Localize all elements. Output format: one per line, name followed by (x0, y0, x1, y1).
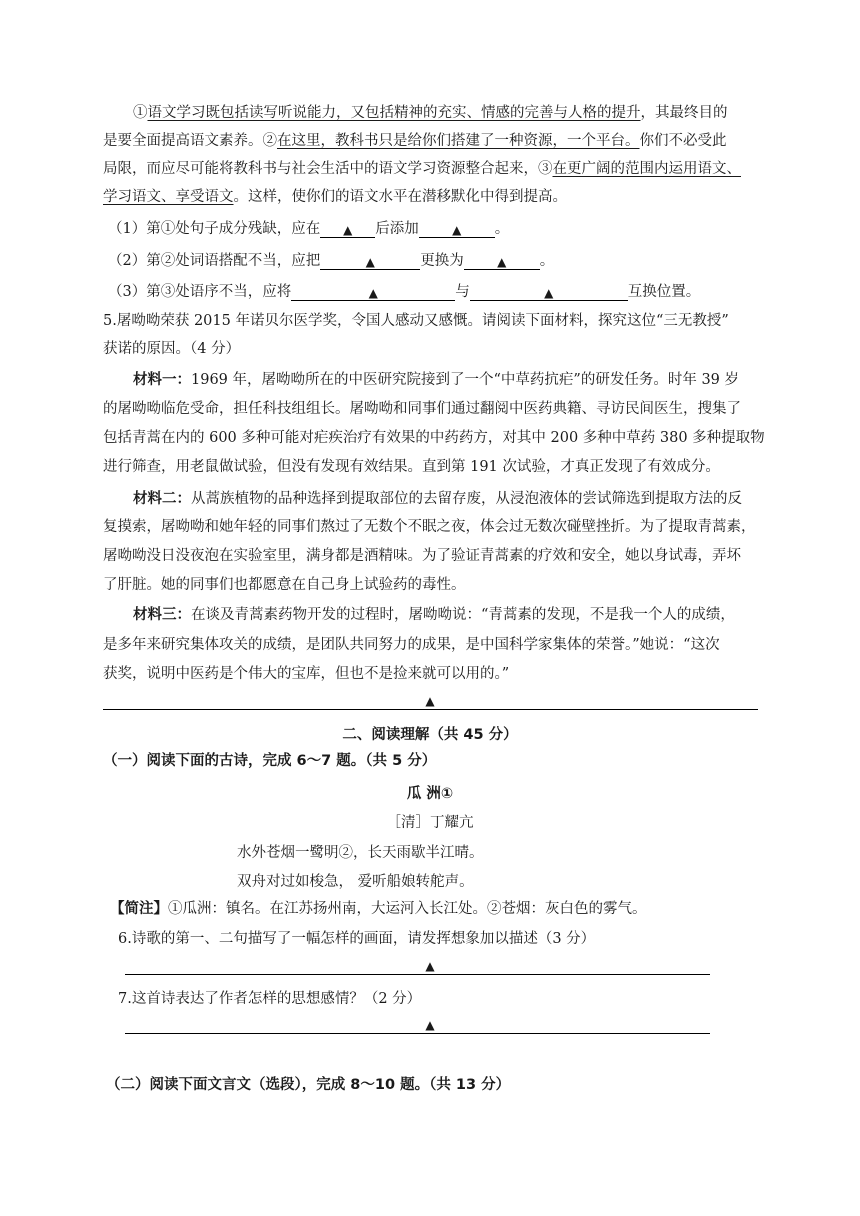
answer-blank[interactable] (291, 284, 455, 301)
question-text: 互换位置。 (627, 284, 701, 300)
passage-text: 。这样，使你们的语文水平在潜移默化中得到提高。 (233, 189, 567, 205)
answer-line (125, 974, 710, 975)
passage-text: 局限，而应尽可能将教科书与社会生活中的语文学习资源整合起来，③ (103, 161, 553, 177)
poem-line-1: 水外苍烟一鹭明②，长天雨歇半江晴。 (237, 845, 484, 861)
passage-line-4 (103, 188, 760, 206)
triangle-icon: ▲ (365, 255, 375, 269)
triangle-icon: ▲ (425, 1018, 435, 1032)
answer-blank[interactable] (320, 253, 420, 270)
triangle-icon: ▲ (452, 223, 462, 237)
answer-area-q6[interactable] (0, 958, 860, 974)
question-text: 后添加 (375, 221, 419, 237)
question-4-2 (108, 252, 760, 270)
answer-area-q7[interactable] (0, 1017, 860, 1033)
marker-1: ① (133, 105, 148, 121)
answer-line (125, 1033, 710, 1034)
underlined-sentence-3: 在更广阔的范围内运用语文、 (552, 161, 741, 177)
question-text: 与 (455, 284, 470, 300)
note-text: ①瓜洲：镇名。在江苏扬州南，大运河入长江处。②苍烟：灰白色的雾气。 (168, 901, 647, 917)
question-text: 。 (494, 221, 510, 237)
passage-line-1 (133, 104, 760, 122)
question-5-stem: 5.屠呦呦荣获 2015 年诺贝尔医学奖，令国人感动又感慨。请阅读下面材料，探究这位“三无教授” (103, 313, 729, 329)
material-text: 从蒿族植物的品种选择到提取部位的去留存废，从浸泡液体的尝试筛选到提取方法的反 (191, 491, 742, 507)
material-text: 在谈及青蒿素药物开发的过程时，屠呦呦说：“青蒿素的发现，不是我一个人的成绩， (191, 607, 735, 623)
triangle-icon: ▲ (368, 286, 378, 300)
answer-blank[interactable] (419, 221, 495, 238)
triangle-icon: ▲ (425, 694, 435, 708)
material-2-line-4: 了肝脏。她的同事们也都愿意在自己身上试验药的毒性。 (103, 577, 466, 593)
part-2-title: （二）阅读下面文言文（选段），完成 8～10 题。（共 13 分） (106, 1077, 511, 1093)
note-label: 【简注】 (110, 901, 168, 917)
material-2-line-2: 复摸索，屠呦呦和她年轻的同事们熬过了无数个不眠之夜，体会过无数次碰壁挫折。为了提取青蒿素， (103, 519, 756, 535)
triangle-icon: ▲ (343, 223, 353, 237)
triangle-icon: ▲ (544, 286, 554, 300)
material-1-line-3: 包括青蒿在内的 600 多种可能对疟疾治疗有效果的中药药方，对其中 200 多种中草药 380 多种提取物 (103, 430, 765, 446)
question-5-stem-cont: 获诺的原因。（4 分） (103, 341, 241, 357)
triangle-icon: ▲ (497, 255, 507, 269)
answer-blank[interactable] (320, 221, 375, 238)
material-1-label: 材料一： (133, 372, 191, 388)
question-text: 更换为 (420, 253, 464, 269)
passage-text: 你们不必受此 (639, 133, 727, 149)
material-3-line-2: 是多年来研究集体攻关的成绩，是团队共同努力的成果，是中国科学家集体的荣誉。”她说：“这次 (103, 637, 720, 653)
question-text: （3）第③处语序不当，应将 (108, 284, 292, 300)
question-4-1 (108, 220, 760, 238)
question-text: （1）第①处句子成分残缺，应在 (108, 221, 321, 237)
passage-line-2 (103, 132, 760, 150)
section-title: 二、阅读理解（共 45 分） (342, 727, 518, 743)
question-text: （2）第②处词语搭配不当，应把 (108, 253, 321, 269)
passage-line-3 (103, 160, 760, 178)
question-6: 6.诗歌的第一、二句描写了一幅怎样的画面，请发挥想象加以描述（3 分） (118, 931, 596, 947)
underlined-sentence-3-cont: 学习语文、享受语文 (103, 189, 234, 205)
question-4-3 (108, 283, 760, 301)
answer-line (103, 709, 758, 710)
underlined-sentence-1: 语文学习既包括读写听说能力，又包括精神的充实、情感的完善与人格的提升 (147, 105, 641, 121)
passage-text: 是要全面提高语文素养。② (103, 133, 277, 149)
question-7: 7.这首诗表达了作者怎样的思想感情？（2 分） (118, 991, 422, 1007)
material-2-line-3: 屠呦呦没日没夜泡在实验室里，满身都是酒精味。为了验证青蒿素的疗效和安全，她以身试毒，弄坏 (103, 548, 741, 564)
material-3-line-3: 获奖，说明中医药是个伟大的宝库，但也不是捡来就可以用的。” (103, 666, 510, 682)
underlined-sentence-2: 在这里，教科书只是给你们搭建了一种资源，一个平台。 (277, 133, 640, 149)
triangle-icon: ▲ (425, 959, 435, 973)
material-text: 1969 年，屠呦呦所在的中医研究院接到了一个“中草药抗疟”的研发任务。时年 39 岁 (191, 372, 740, 388)
question-text: 。 (539, 253, 555, 269)
material-3-line-1 (133, 606, 760, 624)
material-1-line-2: 的屠呦呦临危受命，担任科技组组长。屠呦呦和同事们通过翻阅中医药典籍、寻访民间医生，搜集了 (103, 401, 741, 417)
poem-line-2: 双舟对过如梭急， 爱听船娘转舵声。 (237, 874, 474, 890)
poem-author: ［清］丁耀亢 (386, 815, 474, 831)
answer-blank[interactable] (464, 253, 540, 270)
passage-text: ，其最终目的 (640, 105, 728, 121)
material-2-label: 材料二： (133, 491, 191, 507)
material-2-line-1 (133, 490, 760, 508)
material-3-label: 材料三： (133, 607, 191, 623)
answer-area-q5[interactable] (0, 693, 860, 709)
poem-title: 瓜 洲① (406, 786, 454, 802)
material-1-line-4: 进行筛查，用老鼠做试验，但没有发现有效结果。直到第 191 次试验，才真正发现了有效成分。 (103, 459, 720, 475)
part-1-title: （一）阅读下面的古诗，完成 6～7 题。（共 5 分） (103, 753, 437, 769)
material-1-line-1 (133, 371, 760, 389)
poem-note (110, 900, 760, 918)
answer-blank[interactable] (470, 284, 628, 301)
